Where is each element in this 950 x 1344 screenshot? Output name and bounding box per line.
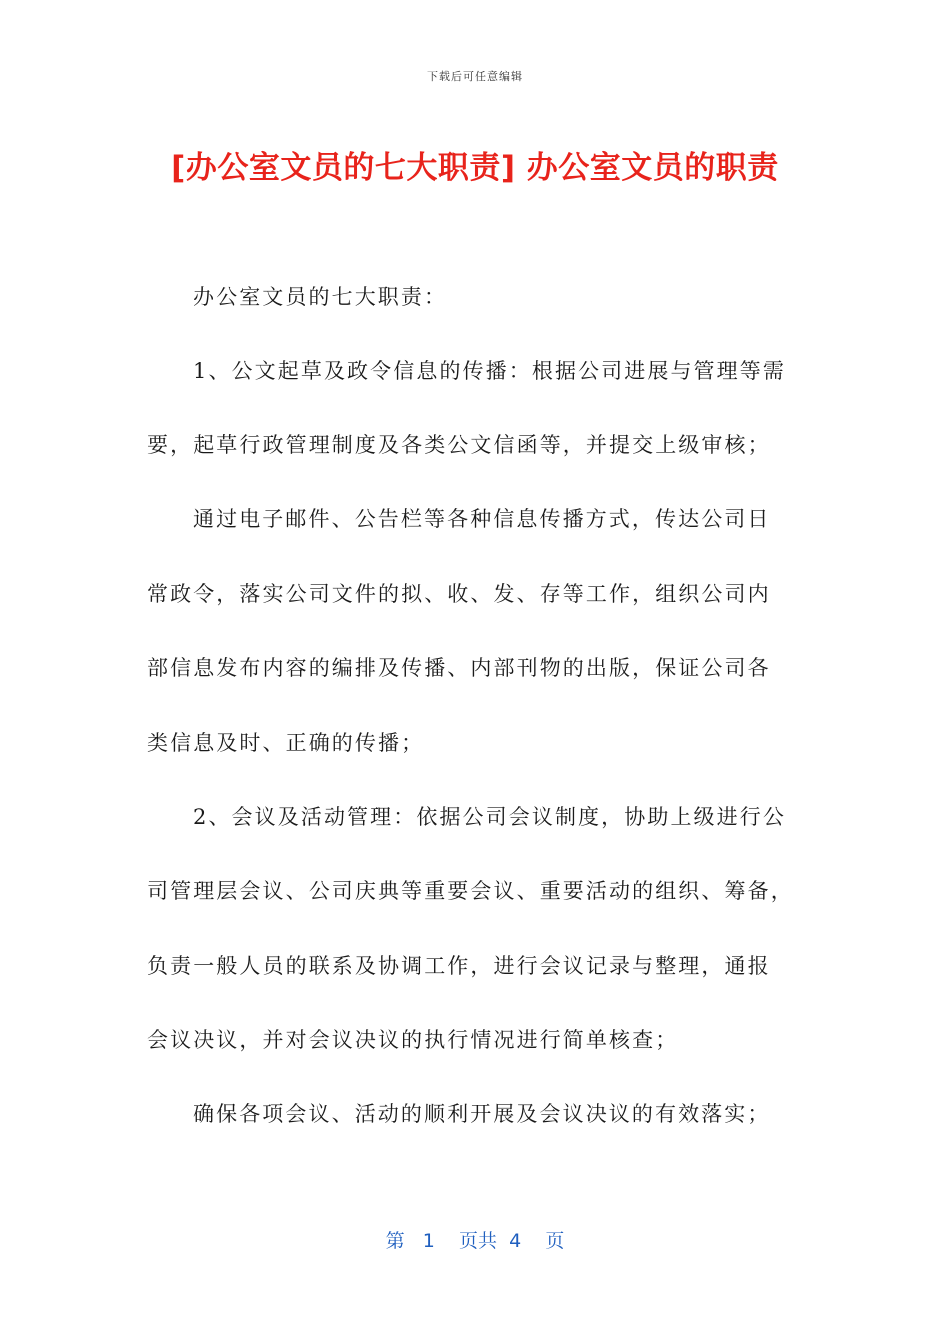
paragraph-line: 要，起草行政管理制度及各类公文信函等，并提交上级审核； (147, 433, 771, 457)
paragraph-line: 会议决议，并对会议决议的执行情况进行简单核查； (147, 1028, 679, 1052)
paragraph-line: 2、会议及活动管理：依据公司会议制度，协助上级进行公 (193, 805, 786, 829)
footer-total-pages: 4 (509, 1230, 522, 1252)
footer-suffix: 页 (545, 1230, 565, 1252)
footer-current-page: 1 (422, 1230, 435, 1252)
paragraph-line: 确保各项会议、活动的顺利开展及会议决议的有效落实； (193, 1102, 771, 1126)
document-title: [办公室文员的七大职责] 办公室文员的职责 (171, 150, 779, 186)
page-header-note: 下载后可任意编辑 (427, 70, 523, 83)
page-footer (0, 1226, 950, 1253)
footer-mid: 页共 (459, 1230, 498, 1252)
footer-prefix: 第 (385, 1230, 405, 1252)
paragraph-line: 常政令，落实公司文件的拟、收、发、存等工作，组织公司内 (147, 582, 771, 606)
paragraph-line: 通过电子邮件、公告栏等各种信息传播方式，传达公司日 (193, 507, 771, 531)
paragraph-line: 负责一般人员的联系及协调工作，进行会议记录与整理，通报 (147, 954, 771, 978)
paragraph-line: 类信息及时、正确的传播； (147, 731, 425, 755)
paragraph-line: 司管理层会议、公司庆典等重要会议、重要活动的组织、筹备， (147, 879, 794, 903)
paragraph-line: 部信息发布内容的编排及传播、内部刊物的出版，保证公司各 (147, 656, 771, 680)
paragraph-line: 办公室文员的七大职责： (193, 285, 448, 309)
paragraph-line: 1、公文起草及政令信息的传播：根据公司进展与管理等需 (193, 359, 786, 383)
